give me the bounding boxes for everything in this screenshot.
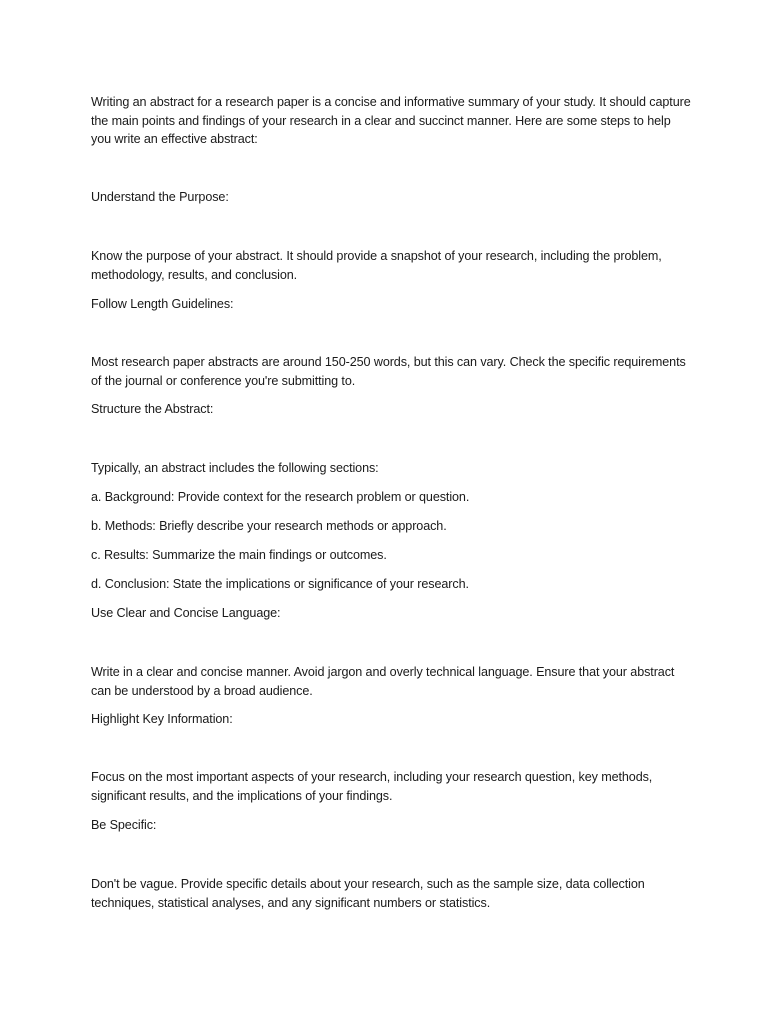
paragraph-sections-intro: Typically, an abstract includes the following sections: (91, 461, 379, 475)
heading-structure: Structure the Abstract: (91, 402, 214, 416)
intro-paragraph: Writing an abstract for a research paper is a concise and informative summary of your study. It should capture the main points and findings of your research in a clear and succinct manner. Here are some steps to help you write an effective abstract: (91, 95, 691, 146)
list-item-methods: b. Methods: Briefly describe your research methods or approach. (91, 519, 447, 533)
heading-be-specific: Be Specific: (91, 818, 157, 832)
list-item-background: a. Background: Provide context for the research problem or question. (91, 490, 470, 504)
heading-understand-purpose: Understand the Purpose: (91, 190, 229, 204)
paragraph-length: Most research paper abstracts are around 150-250 words, but this can vary. Check the specific requirements of the journal or conference you're submitting to. (91, 355, 686, 388)
paragraph-key-information: Focus on the most important aspects of your research, including your research question, key methods, significant results, and the implications of your findings. (91, 770, 653, 803)
paragraph-clear-language: Write in a clear and concise manner. Avoid jargon and overly technical language. Ensure that your abstract can be understood by a broad audience. (91, 665, 675, 698)
heading-key-information: Highlight Key Information: (91, 712, 233, 726)
paragraph-purpose: Know the purpose of your abstract. It should provide a snapshot of your research, including the problem, methodology, results, and conclusion. (91, 249, 662, 282)
list-item-results: c. Results: Summarize the main findings or outcomes. (91, 548, 387, 562)
heading-length-guidelines: Follow Length Guidelines: (91, 297, 234, 311)
heading-clear-language: Use Clear and Concise Language: (91, 606, 281, 620)
paragraph-be-specific: Don't be vague. Provide specific details about your research, such as the sample size, data collection techniques, statistical analyses, and any significant numbers or statistics. (91, 877, 645, 910)
list-item-conclusion: d. Conclusion: State the implications or significance of your research. (91, 577, 469, 591)
